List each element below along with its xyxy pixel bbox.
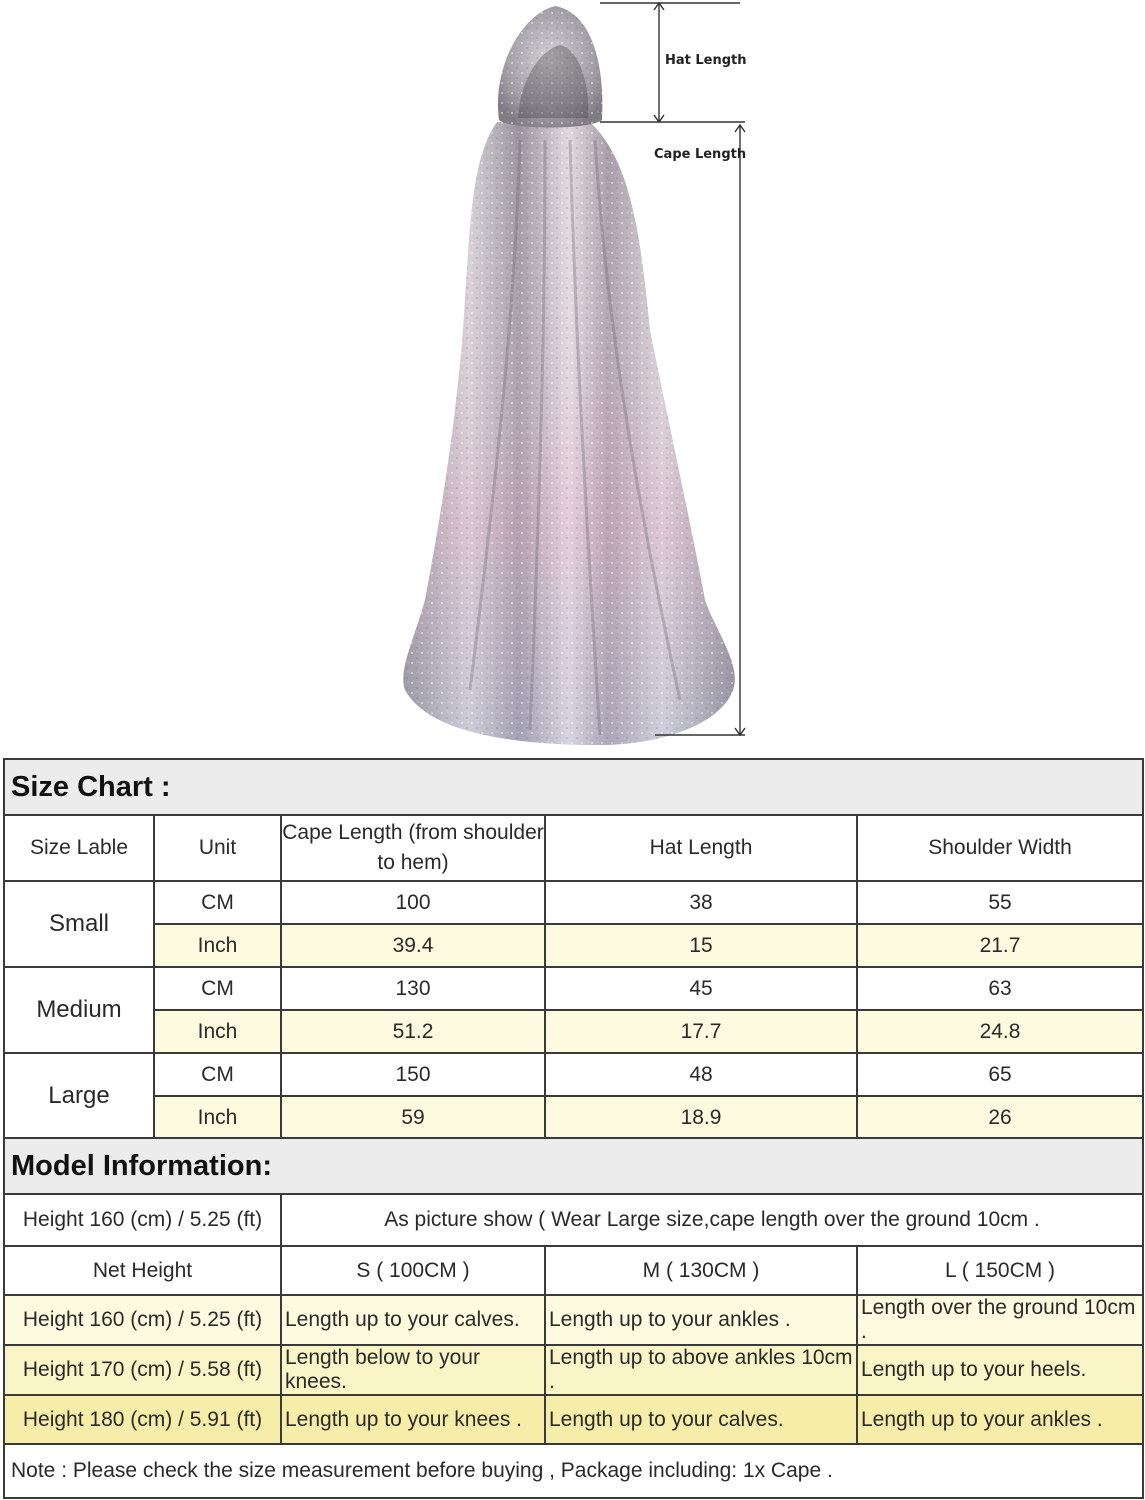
model-info-header-row <box>4 1138 1143 1194</box>
height-cell: Height 180 (cm) / 5.91 (ft) <box>4 1395 281 1444</box>
column-header: Unit <box>154 815 281 881</box>
model-height-cell: Height 160 (cm) / 5.25 (ft) <box>4 1194 281 1246</box>
unit-cell: CM <box>154 1053 281 1096</box>
column-header: Size Lable <box>4 815 154 881</box>
cape-length-cell: 100 <box>281 881 545 924</box>
size-chart-title: Size Chart : <box>4 759 1143 815</box>
medium-fit-cell: Length up to your ankles . <box>545 1295 857 1345</box>
shoulder-width-cell: 24.8 <box>857 1010 1143 1053</box>
table-row <box>4 924 1143 967</box>
table-row <box>4 1096 1143 1139</box>
size-label: Small <box>4 881 154 967</box>
hat-length-cell: 45 <box>545 967 857 1010</box>
small-fit-cell: Length below to your knees. <box>281 1345 545 1395</box>
unit-cell: Inch <box>154 1096 281 1139</box>
column-header: Net Height <box>4 1246 281 1295</box>
unit-cell: Inch <box>154 924 281 967</box>
shoulder-width-cell: 26 <box>857 1096 1143 1139</box>
cape-length-cell: 39.4 <box>281 924 545 967</box>
large-fit-cell: Length up to your heels. <box>857 1345 1143 1395</box>
unit-cell: CM <box>154 967 281 1010</box>
medium-fit-cell: Length up to above ankles 10cm . <box>545 1345 857 1395</box>
model-row <box>4 1194 1143 1246</box>
cape-length-cell: 51.2 <box>281 1010 545 1053</box>
hat-length-cell: 38 <box>545 881 857 924</box>
cape-length-cell: 59 <box>281 1096 545 1139</box>
model-column-headers <box>4 1246 1143 1295</box>
small-fit-cell: Length up to your calves. <box>281 1295 545 1345</box>
column-header: M ( 130CM ) <box>545 1246 857 1295</box>
column-header: S ( 100CM ) <box>281 1246 545 1295</box>
cape-length-label: Cape Length <box>654 147 747 162</box>
model-info-title: Model Information: <box>4 1138 1143 1194</box>
column-header: Shoulder Width <box>857 815 1143 881</box>
size-label: Large <box>4 1053 154 1139</box>
large-fit-cell: Length up to your ankles . <box>857 1395 1143 1444</box>
table-row <box>4 881 1143 924</box>
cape-length-cell: 130 <box>281 967 545 1010</box>
height-cell: Height 170 (cm) / 5.58 (ft) <box>4 1345 281 1395</box>
small-fit-cell: Length up to your knees . <box>281 1395 545 1444</box>
table-row <box>4 1395 1143 1444</box>
hat-length-cell: 17.7 <box>545 1010 857 1053</box>
unit-cell: CM <box>154 881 281 924</box>
note-text: Note : Please check the size measurement before buying , Package including: 1x Cape . <box>4 1444 1143 1498</box>
model-information-table <box>3 1137 1144 1499</box>
unit-cell: Inch <box>154 1010 281 1053</box>
size-chart-header-row <box>4 759 1143 815</box>
height-cell: Height 160 (cm) / 5.25 (ft) <box>4 1295 281 1345</box>
table-row <box>4 1295 1143 1345</box>
size-chart-column-headers <box>4 815 1143 881</box>
hat-length-cell: 18.9 <box>545 1096 857 1139</box>
table-row <box>4 1010 1143 1053</box>
table-row <box>4 1053 1143 1096</box>
table-row <box>4 967 1143 1010</box>
shoulder-width-cell: 65 <box>857 1053 1143 1096</box>
column-header: Cape Length (from shoulder to hem) <box>281 815 545 881</box>
note-row <box>4 1444 1143 1498</box>
shoulder-width-cell: 63 <box>857 967 1143 1010</box>
hat-length-cell: 48 <box>545 1053 857 1096</box>
column-header: Hat Length <box>545 815 857 881</box>
column-header: L ( 150CM ) <box>857 1246 1143 1295</box>
large-fit-cell: Length over the ground 10cm . <box>857 1295 1143 1345</box>
medium-fit-cell: Length up to your calves. <box>545 1395 857 1444</box>
hat-length-cell: 15 <box>545 924 857 967</box>
table-row <box>4 1345 1143 1395</box>
hat-length-label: Hat Length <box>665 53 747 68</box>
size-chart-table <box>3 758 1144 1140</box>
cape-length-cell: 150 <box>281 1053 545 1096</box>
size-label: Medium <box>4 967 154 1053</box>
shoulder-width-cell: 21.7 <box>857 924 1143 967</box>
model-description: As picture show ( Wear Large size,cape length over the ground 10cm . <box>281 1194 1143 1246</box>
shoulder-width-cell: 55 <box>857 881 1143 924</box>
